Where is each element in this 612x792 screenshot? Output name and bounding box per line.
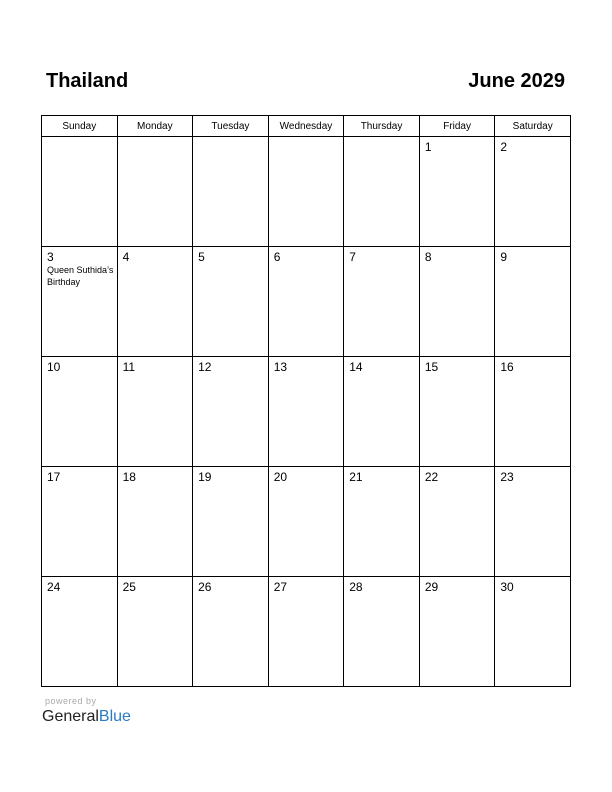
day-number: 18 (122, 470, 136, 484)
day-cell[interactable] (495, 467, 571, 577)
day-cell[interactable] (495, 137, 571, 247)
weekday-friday: Friday (419, 116, 495, 137)
day-number: 5 (198, 250, 205, 264)
brand-blue-text: Blue (98, 708, 131, 725)
day-number: 6 (273, 250, 281, 264)
weekday-tuesday: Tuesday (193, 116, 269, 137)
day-cell[interactable] (268, 577, 344, 687)
day-number: 29 (424, 580, 439, 594)
day-cell[interactable] (419, 577, 495, 687)
day-cell[interactable] (193, 247, 269, 357)
day-number: 21 (349, 470, 363, 484)
day-cell[interactable] (344, 467, 420, 577)
day-number: 13 (273, 360, 288, 374)
month-year-title: June 2029 (468, 70, 565, 92)
day-cell[interactable] (193, 467, 269, 577)
day-cell[interactable] (42, 357, 118, 467)
day-number: 26 (198, 580, 212, 594)
day-cell[interactable] (495, 247, 571, 357)
day-number: 24 (47, 580, 61, 594)
day-cell[interactable] (193, 577, 269, 687)
day-number: 17 (47, 470, 61, 484)
day-number: 22 (424, 470, 439, 484)
day-cell[interactable] (419, 247, 495, 357)
day-number: 8 (424, 250, 432, 264)
day-cell (42, 137, 118, 247)
day-number: 11 (122, 360, 136, 374)
week-row (42, 247, 571, 357)
day-number: 2 (500, 140, 508, 154)
day-cell (268, 137, 344, 247)
day-number: 9 (500, 250, 508, 264)
day-cell[interactable] (419, 467, 495, 577)
day-cell[interactable] (419, 357, 495, 467)
day-cell[interactable] (495, 357, 571, 467)
day-number: 28 (349, 580, 363, 594)
day-cell[interactable] (193, 357, 269, 467)
day-cell[interactable] (344, 247, 420, 357)
week-row (42, 577, 571, 687)
weekday-saturday: Saturday (495, 116, 571, 137)
day-cell[interactable] (117, 247, 193, 357)
calendar-grid (41, 115, 571, 687)
powered-by-text: powered by (45, 696, 97, 706)
day-cell[interactable] (268, 467, 344, 577)
day-cell[interactable] (117, 467, 193, 577)
day-number: 16 (500, 360, 514, 374)
day-number: 10 (47, 360, 61, 374)
day-number (193, 137, 268, 140)
day-number (42, 137, 117, 140)
day-number: 25 (122, 580, 136, 594)
weekday-thursday: Thursday (344, 116, 420, 137)
holiday-label: Queen Suthida’s Birthday (47, 265, 114, 287)
day-cell (344, 137, 420, 247)
weekday-sunday: Sunday (42, 116, 118, 137)
day-cell[interactable] (419, 137, 495, 247)
day-cell[interactable] (42, 247, 118, 357)
day-number: 20 (273, 470, 288, 484)
day-cell[interactable] (344, 357, 420, 467)
day-cell[interactable] (268, 357, 344, 467)
day-number: 14 (349, 360, 363, 374)
weekday-header-row (42, 116, 571, 137)
day-number: 19 (198, 470, 212, 484)
day-number (269, 137, 344, 140)
day-number: 15 (424, 360, 439, 374)
day-number (118, 137, 193, 140)
day-cell (193, 137, 269, 247)
weekday-wednesday: Wednesday (268, 116, 344, 137)
weekday-monday: Monday (117, 116, 193, 137)
day-number: 3 (47, 250, 54, 264)
day-cell[interactable] (117, 357, 193, 467)
day-cell (117, 137, 193, 247)
day-cell[interactable] (344, 577, 420, 687)
week-row (42, 137, 571, 247)
brand-general-text: General (42, 708, 99, 725)
day-cell[interactable] (268, 247, 344, 357)
day-number: 23 (500, 470, 514, 484)
day-number: 7 (349, 250, 356, 264)
calendar-header (41, 70, 571, 98)
country-title: Thailand (46, 70, 129, 92)
week-row (42, 357, 571, 467)
day-cell[interactable] (42, 467, 118, 577)
day-number: 1 (424, 140, 432, 154)
week-row (42, 467, 571, 577)
day-cell[interactable] (495, 577, 571, 687)
day-number: 27 (273, 580, 288, 594)
day-number: 4 (122, 250, 130, 264)
day-number: 30 (500, 580, 514, 594)
day-cell[interactable] (117, 577, 193, 687)
day-number (344, 137, 419, 140)
brand-logo[interactable] (42, 707, 131, 727)
day-number: 12 (198, 360, 212, 374)
day-cell[interactable] (42, 577, 118, 687)
footer-branding (42, 696, 131, 727)
